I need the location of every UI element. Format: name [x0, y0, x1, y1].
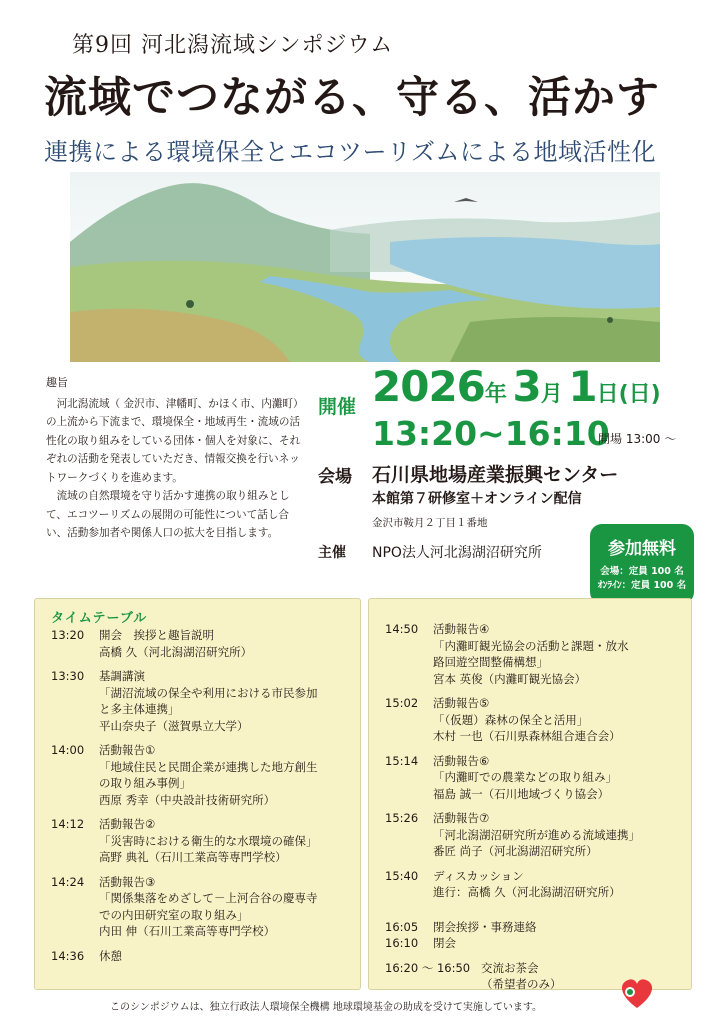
timetable-line: 活動報告④ [433, 622, 490, 636]
organizer-name: NPO法人河北潟湖沼研究所 [372, 545, 542, 561]
timetable-time: 14:24 [51, 874, 85, 889]
landscape-illustration [70, 172, 660, 362]
timetable-line: 「関係集落をめざして－上河合谷の慶専寺 [99, 891, 318, 905]
timetable-line: ディスカッション [433, 868, 524, 883]
main-title: 流域でつながる、守る、活かす [44, 73, 660, 123]
free-admission-title: 参加無料 [608, 539, 676, 559]
timetable-time: 15:40 [385, 868, 419, 883]
timetable-time: 14:12 [51, 817, 85, 831]
timetable-line: 活動報告⑤ [433, 696, 490, 710]
timetable-line: 「（仮題）森林の保全と活用」 [433, 712, 589, 727]
subtitle: 連携による環境保全とエコツーリズムによる地域活性化 [44, 138, 657, 166]
event-month-unit: 月 [540, 382, 563, 407]
venue-room: 本館第７研修室＋オンライン配信 [372, 491, 582, 507]
timetable-time: 14:36 [51, 948, 85, 963]
venue-name: 石川県地場産業振興センター [372, 464, 619, 486]
fund-logo-icon [616, 972, 658, 1018]
timetable-line: 活動報告⑦ [433, 811, 490, 825]
capacity-venue: 会場：定員 100 名 [600, 566, 684, 577]
event-year: 2026 [372, 362, 485, 411]
timetable-line: 閉会 [433, 936, 456, 950]
timetable-body [433, 695, 693, 745]
timetable-time: 15:14 [385, 753, 419, 768]
timetable-line: 「内灘町観光協会の活動と課題・放水 [433, 638, 629, 653]
event-day-unit: 日 [596, 382, 619, 407]
series-title: 第9回 河北潟流域シンポジウム [72, 33, 394, 58]
timetable-line: （希望者のみ） [481, 977, 562, 991]
timetable-line: 「地域住民と民間企業が連携した地方創生 [99, 759, 318, 774]
timetable-line: 進行：高橋 久（河北潟湖沼研究所） [433, 885, 621, 899]
timetable-time: 14:50 [385, 622, 419, 636]
timetable-body [481, 960, 724, 993]
timetable-body [433, 935, 693, 952]
timetable-line: 活動報告③ [99, 874, 156, 889]
timetable-line: 路回遊空間整備構想」 [433, 655, 548, 669]
timetable-line: 福島 誠一（石川地域づくり協会） [433, 786, 610, 801]
timetable-heading: タイムテーブル [51, 611, 148, 626]
timetable-line: 活動報告② [99, 817, 156, 831]
timetable-line: 西原 秀幸（中央設計技術研究所） [99, 792, 276, 807]
open-time: 開場 13:00 ～ [598, 432, 677, 446]
timetable-panel-right [368, 598, 692, 990]
timetable-line: 「河北潟湖沼研究所が進める流域連携」 [433, 827, 640, 842]
timetable-time: 15:02 [385, 696, 419, 710]
venue-label: 会場 [318, 467, 352, 487]
timetable-line: 開会 挨拶と趣旨説明 [99, 628, 214, 642]
timetable-time: 14:00 [51, 743, 85, 757]
timetable-time: 13:20 [51, 628, 85, 642]
event-weekday: (日) [618, 382, 661, 407]
timetable-line: 交流お茶会 [481, 960, 539, 975]
purpose-section [46, 374, 304, 543]
timetable-body [99, 948, 359, 965]
venue-address: 金沢市鞍月２丁目１番地 [372, 517, 488, 529]
timetable-line: 「内灘町での農業などの取り組み」 [433, 770, 617, 784]
event-time: 13:20~16:10 [372, 414, 610, 453]
timetable-body [99, 668, 359, 734]
timetable-time: 16:20 ～ 16:50 [385, 960, 471, 975]
footer-note: このシンポジウムは、独立行政法人環境保全機構 地球環境基金の助成を受けて実施しています。 [110, 1002, 543, 1013]
timetable-body [99, 816, 359, 866]
timetable-time: 16:10 [385, 936, 419, 950]
event-month: 3 [512, 362, 541, 411]
organizer-label: 主催 [318, 545, 346, 561]
timetable-line: 高野 典礼（石川工業高等専門学校） [99, 850, 287, 864]
timetable-body [99, 627, 359, 660]
timetable-line: 休憩 [99, 948, 122, 963]
timetable-line: 高橋 久（河北潟湖沼研究所） [99, 644, 253, 659]
event-label: 開催 [318, 396, 357, 418]
free-admission-badge [590, 524, 694, 604]
timetable-body [433, 868, 693, 901]
timetable-body [433, 621, 693, 687]
timetable-line: 活動報告⑥ [433, 753, 490, 768]
purpose-paragraph-2: 流域の自然環境を守り活かす連携の取り組みとして、エコツーリズムの展開の可能性について話し合い、活動参加者や関係人口の拡大を目指します。 [46, 490, 290, 539]
event-year-unit: 年 [484, 382, 507, 407]
purpose-heading: 趣旨 [46, 376, 68, 389]
timetable-body [99, 874, 359, 940]
timetable-line: 基調講演 [99, 669, 145, 683]
timetable-line: 「災害時における衛生的な水環境の確保」 [99, 833, 318, 848]
timetable-body [99, 742, 359, 808]
timetable-line: 活動報告① [99, 743, 156, 757]
timetable-panel-left [34, 598, 361, 990]
timetable-line: 木村 一也（石川県森林組合連合会） [433, 729, 621, 743]
purpose-paragraph-1: 河北潟流域（ 金沢市、津幡町、かほく市、内灘町）の上流から下流まで、環境保全・地域再生・流域の活性化の取り組みをしている団体・個人を対象に、それぞれの活動を発表していただき、情報交換を行いネットワークづくりを進めます。 [46, 397, 304, 484]
event-day: 1 [568, 362, 597, 411]
capacity-online: ｵﾝﾗｲﾝ：定員 100 名 [597, 580, 687, 591]
timetable-body [433, 919, 693, 936]
timetable-line: 番匠 尚子（河北潟湖沼研究所） [433, 844, 598, 858]
timetable-line: 宮本 英俊（内灘町観光協会） [433, 671, 587, 686]
timetable-line: 閉会挨拶・事務連絡 [433, 919, 537, 934]
timetable-time: 16:05 [385, 919, 419, 934]
timetable-body [433, 810, 693, 860]
timetable-line: 「湖沼流域の保全や利用における市民参加 [99, 685, 318, 700]
event-date [372, 362, 661, 411]
timetable-time: 13:30 [51, 669, 85, 683]
timetable-body [433, 753, 693, 803]
timetable-line: での内田研究室の取り組み」 [99, 907, 249, 922]
timetable-line: の取り組み事例」 [99, 776, 191, 790]
timetable-line: と多主体連携」 [99, 702, 180, 716]
timetable-line: 平山奈央子（滋賀県立大学） [99, 718, 249, 733]
timetable-time: 15:26 [385, 811, 419, 825]
timetable-line: 内田 伸（石川工業高等専門学校） [99, 924, 276, 938]
